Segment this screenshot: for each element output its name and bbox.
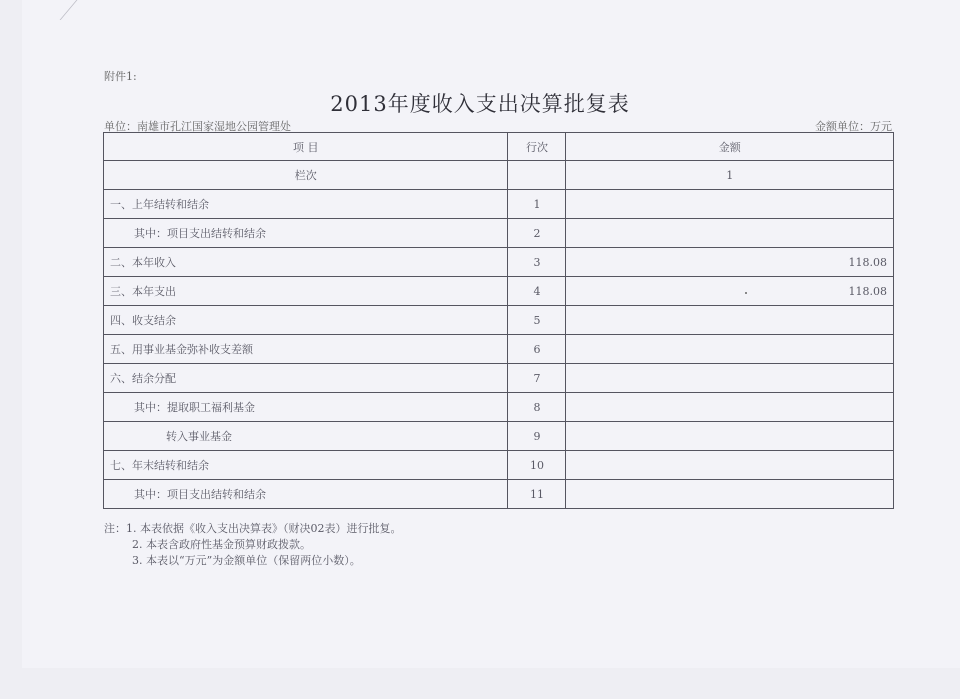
attachment-label: 附件1: [104, 70, 137, 83]
line-cell: 5 [508, 306, 566, 335]
line-cell: 7 [508, 364, 566, 393]
item-cell: 七、年末结转和结余 [104, 451, 508, 480]
amount-cell [566, 219, 894, 248]
item-cell: 五、用事业基金弥补收支差额 [104, 335, 508, 364]
amount-cell [566, 306, 894, 335]
item-cell: 其中：项目支出结转和结余 [104, 219, 508, 248]
note-2: 2. 本表含政府性基金预算财政拨款。 [132, 538, 311, 551]
note-1: 注：1. 本表依据《收入支出决算表》（财决02表）进行批复。 [104, 522, 402, 535]
table-row [104, 393, 894, 422]
line-cell: 2 [508, 219, 566, 248]
column-amount-number: 1 [566, 161, 894, 190]
line-cell: 6 [508, 335, 566, 364]
footnotes [104, 521, 402, 569]
item-cell: 四、收支结余 [104, 306, 508, 335]
table-row [104, 451, 894, 480]
item-cell: 其中：项目支出结转和结余 [104, 480, 508, 509]
amount-cell: 118.08 [566, 248, 894, 277]
amount-unit-label: 金额单位：万元 [815, 120, 892, 133]
line-cell: 4 [508, 277, 566, 306]
table-row [104, 306, 894, 335]
line-cell: 10 [508, 451, 566, 480]
header-amount: 金额 [566, 133, 894, 161]
column-number-row [104, 161, 894, 190]
table-row [104, 480, 894, 509]
column-line-cell [508, 161, 566, 190]
item-cell: 转入事业基金 [104, 422, 508, 451]
line-cell: 11 [508, 480, 566, 509]
budget-table [103, 132, 894, 509]
line-cell: 3 [508, 248, 566, 277]
page-title: 2013年度收入支出决算批复表 [330, 92, 630, 116]
note-3: 3. 本表以“万元”为金额单位（保留两位小数）。 [132, 554, 361, 567]
table-row [104, 219, 894, 248]
line-cell: 9 [508, 422, 566, 451]
amount-cell [566, 393, 894, 422]
table-header-row [104, 133, 894, 161]
column-label: 栏次 [104, 161, 508, 190]
amount-cell [566, 480, 894, 509]
line-cell: 8 [508, 393, 566, 422]
item-cell: 六、结余分配 [104, 364, 508, 393]
table-row [104, 364, 894, 393]
amount-cell [566, 190, 894, 219]
amount-cell [566, 335, 894, 364]
item-cell: 二、本年收入 [104, 248, 508, 277]
amount-cell [566, 364, 894, 393]
table-row [104, 190, 894, 219]
amount-cell: 118.08 [566, 277, 894, 306]
scan-speck [745, 292, 747, 294]
table-row [104, 248, 894, 277]
amount-cell [566, 451, 894, 480]
line-cell: 1 [508, 190, 566, 219]
table-row [104, 277, 894, 306]
organization-label: 单位：南雄市孔江国家湿地公园管理处 [104, 120, 291, 133]
table-row [104, 335, 894, 364]
header-item: 项 目 [104, 133, 508, 161]
header-line: 行次 [508, 133, 566, 161]
amount-cell [566, 422, 894, 451]
item-cell: 三、本年支出 [104, 277, 508, 306]
item-cell: 其中：提取职工福利基金 [104, 393, 508, 422]
table-row [104, 422, 894, 451]
item-cell: 一、上年结转和结余 [104, 190, 508, 219]
